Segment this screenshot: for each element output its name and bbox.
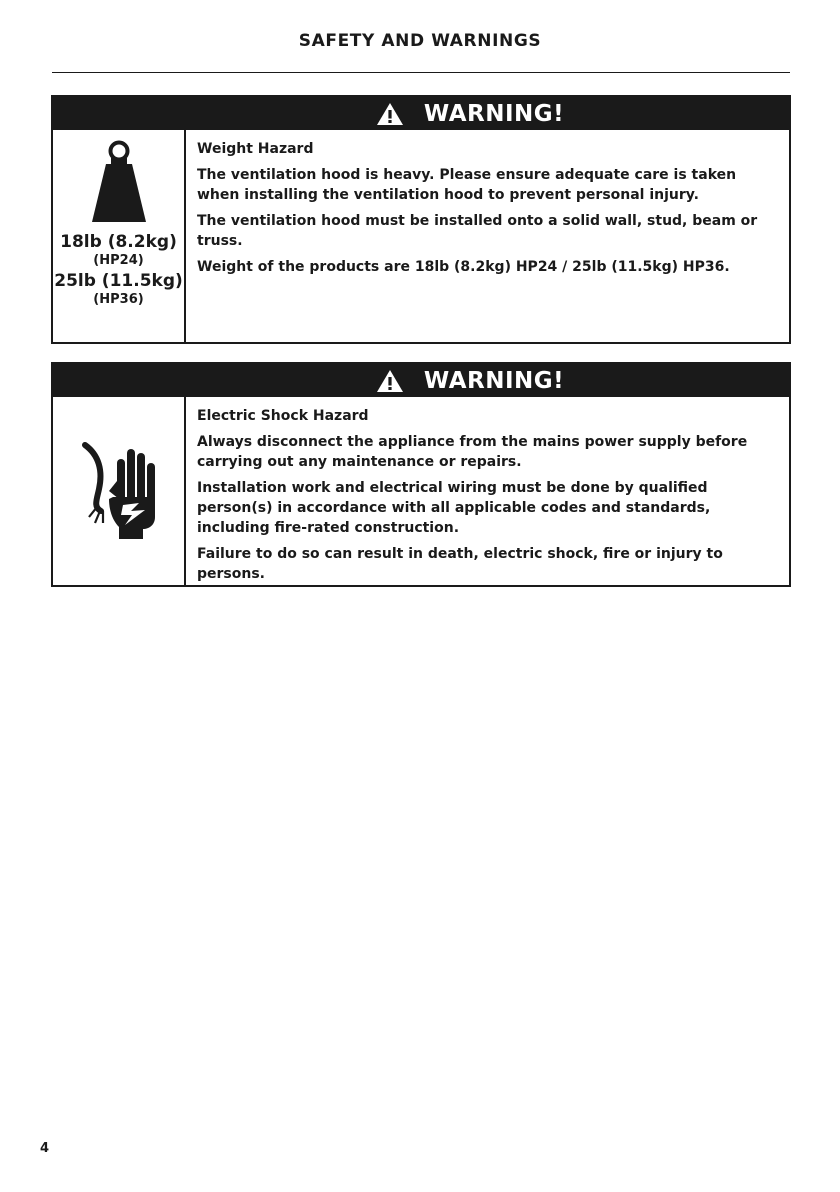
hazard-title: Weight Hazard <box>197 141 314 157</box>
weight-hp24-model: (HP24) <box>93 253 144 268</box>
warning-label: WARNING! <box>423 100 565 127</box>
warning-paragraph: Always disconnect the appliance from the mains power supply before carrying out any maintenance or repairs. <box>197 434 748 470</box>
warning-paragraph: The ventilation hood must be installed onto a solid wall, stud, beam or truss. <box>197 213 758 249</box>
weight-icon-cell <box>53 130 186 342</box>
warning-paragraph: Failure to do so can result in death, electric shock, fire or injury to persons. <box>197 546 723 582</box>
weight-hp36-value: 25lb (11.5kg) <box>54 271 183 291</box>
weight-icon <box>88 138 150 224</box>
warning-paragraph: The ventilation hood is heavy. Please ensure adequate care is taken when installing the ventilation hood to prevent personal injury. <box>197 167 737 203</box>
warning-paragraph: Installation work and electrical wiring must be done by qualified person(s) in accordance with all applicable codes and standards, including fire-rated construction. <box>197 480 711 536</box>
warning-paragraph: Weight of the products are 18lb (8.2kg) HP24 / 25lb (11.5kg) HP36. <box>197 259 730 275</box>
electric-icon-cell <box>53 397 186 585</box>
page-number: 4 <box>40 1141 50 1156</box>
weight-warning-box <box>51 95 791 344</box>
warning-triangle-icon <box>376 102 404 126</box>
weight-hp24-value: 18lb (8.2kg) <box>60 232 177 252</box>
page-title: SAFETY AND WARNINGS <box>298 31 542 51</box>
warning-label: WARNING! <box>423 367 565 394</box>
electric-warning-box <box>51 362 791 587</box>
warning-header <box>53 364 789 397</box>
weight-warning-text <box>186 130 789 342</box>
warning-header <box>53 97 789 130</box>
electric-warning-text <box>186 397 789 585</box>
warning-triangle-icon <box>376 369 404 393</box>
electric-shock-hand-icon <box>79 441 159 541</box>
weight-hp36-model: (HP36) <box>93 292 144 307</box>
hazard-title: Electric Shock Hazard <box>197 408 369 424</box>
title-divider <box>52 72 790 73</box>
